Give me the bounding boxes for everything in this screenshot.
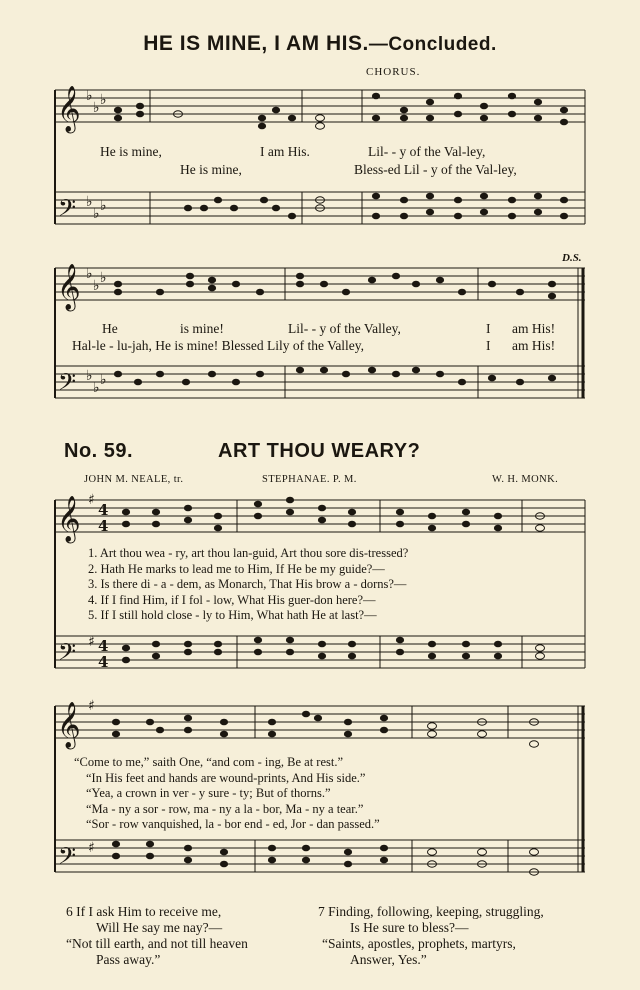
stanza-text: Is there di - a - dem, as Monarch, That His brow a - dorns?— [100,577,407,591]
stanza-text: If I still hold close - ly to Him, What hath He at last?— [100,608,377,622]
svg-text:♯: ♯ [88,698,95,714]
hymn-title: ART THOU WEARY? [218,440,421,462]
svg-text:♭: ♭ [86,88,93,104]
svg-text:♭: ♭ [93,380,100,396]
stanza-7 [318,904,544,968]
notes-s1-treble [114,93,567,129]
composer-credit: W. H. MONK. [492,474,559,485]
svg-text:4: 4 [98,501,109,519]
stanza-4b: “Ma - ny a sor - row, ma - ny a la - bor, Ma - ny a tear.” [86,801,364,816]
stanza-1b: “Come to me,” saith One, “and com - ing, Be at rest.” [74,755,344,769]
notes-s3-bass [122,637,544,663]
staff-s3-bass [55,636,585,668]
lyric-s2-a2: is mine! [180,321,224,336]
stanza-6-text1: If I ask Him to receive me, [76,904,222,919]
stanza-3a [88,577,408,593]
bass-clef-s4: 𝄢 [58,842,77,875]
svg-text:♭: ♭ [86,368,93,384]
svg-text:♯: ♯ [88,634,95,650]
stanza-6-line3: “Not till earth, and not till heaven [66,936,248,951]
lyric-s2-a5: am His! [512,321,556,336]
notes-s1-bass [184,193,567,219]
stanza-7-line4: Answer, Yes.” [350,952,427,967]
chorus-label: CHORUS. [366,66,421,78]
stanza-5b: “Sor - row vanquished, la - bor end - ed, Jor - dan passed.” [86,817,380,831]
notes-s2-treble [114,273,555,299]
svg-text:4: 4 [98,517,109,535]
staff-s4-bass [55,840,585,872]
svg-text:♭: ♭ [100,92,107,108]
stanza-7-line3: “Saints, apostles, prophets, martyrs, [322,936,516,951]
stanza-text: If I find Him, if I fol - low, What His guer-don here?— [100,592,376,607]
bass-clef-s1: 𝄢 [58,194,77,227]
bass-clef-s3: 𝄢 [58,638,77,671]
lyric-s1-b2: Bless-ed Lil - y of the Val-ley, [354,162,517,177]
stanza-list-a [88,546,408,624]
title-main: HE IS MINE, I AM HIS. [143,32,369,55]
stanza-7-num: 7 [318,904,325,919]
svg-text:♭: ♭ [86,194,93,210]
stanza-num: 4. [88,592,98,607]
stanza-1a [88,546,408,562]
svg-text:♭: ♭ [100,198,107,214]
treble-clef-s3: 𝄞 [57,496,81,542]
lyric-s1-a3: Lil- - y of the Val-ley, [368,144,486,159]
svg-text:4: 4 [98,653,109,671]
stanza-6-num: 6 [66,904,73,919]
lyric-s2-b3: am His! [512,338,556,353]
stanza-6-line2: Will He say me nay?— [96,920,223,935]
title-dash: — [368,34,389,55]
lyric-s1-b1: He is mine, [180,162,242,177]
stanza-num: 2. [88,561,98,576]
treble-clef-s4: 𝄞 [57,702,81,748]
svg-text:♭: ♭ [100,270,107,286]
stanza-2a [88,562,408,578]
svg-text:♯: ♯ [88,840,95,856]
hymn-number: No. 59. [64,440,134,462]
stanza-num: 3. [88,577,98,591]
stanza-list-b [74,755,380,833]
notes-s4-bass [112,841,538,875]
stanza-num: 1. [88,546,98,560]
ds-label: D.S. [562,252,582,264]
lyric-s2-b2: I [486,338,491,353]
svg-text:♭: ♭ [93,206,100,222]
lyric-s1-a2: I am His. [260,144,310,159]
stanza-6 [66,904,248,968]
stanza-2b: “In His feet and hands are wound-prints, And His side.” [86,770,366,785]
stanza-6-line4: Pass away.” [96,952,161,967]
lyric-s2-a3: Lil- - y of the Valley, [288,321,401,336]
stanza-3b: “Yea, a crown in ver - y sure - ty; But of thorns.” [86,786,331,800]
tune-credit: STEPHANAE. P. M. [262,474,357,485]
stanza-text: Art thou wea - ry, art thou lan-guid, Art thou sore dis-tressed? [99,546,409,560]
svg-text:♭: ♭ [100,372,107,388]
notes-s4-treble [112,711,538,747]
lyric-s2-b1: Hal-le - lu-jah, He is mine! Blessed Lily of the Valley, [72,338,365,353]
staff-s1-treble [55,90,585,122]
svg-text:♭: ♭ [93,278,100,294]
bass-clef-s2: 𝄢 [58,368,77,401]
treble-clef-s1: 𝄞 [57,86,81,132]
stanza-text: Hath He marks to lead me to Him, If He be my guide?— [100,561,385,576]
svg-text:♭: ♭ [86,266,93,282]
svg-text:♯: ♯ [88,492,95,508]
staff-s3-treble [55,500,585,532]
svg-text:4: 4 [98,637,109,655]
svg-text:♭: ♭ [93,100,100,116]
lyric-s2-a1: He [102,321,118,336]
stanza-6-line1 [66,904,248,920]
stanza-num: 5. [88,608,98,622]
lyric-s2-a4: I [486,321,491,336]
stanza-4a [88,593,408,609]
title-concluded: Concluded. [388,34,497,55]
stanza-7-line1 [318,904,544,920]
stanza-7-line2: Is He sure to bless?— [350,920,469,935]
treble-clef-s2: 𝄞 [57,264,81,310]
stanza-7-text1: Finding, following, keeping, struggling, [328,904,544,919]
lyric-s1-a1: He is mine, [100,144,162,159]
stanza-5a [88,608,408,624]
notes-s3-treble [122,497,544,531]
translator-credit: JOHN M. NEALE, tr. [84,474,184,485]
staff-s4-treble [55,706,585,738]
